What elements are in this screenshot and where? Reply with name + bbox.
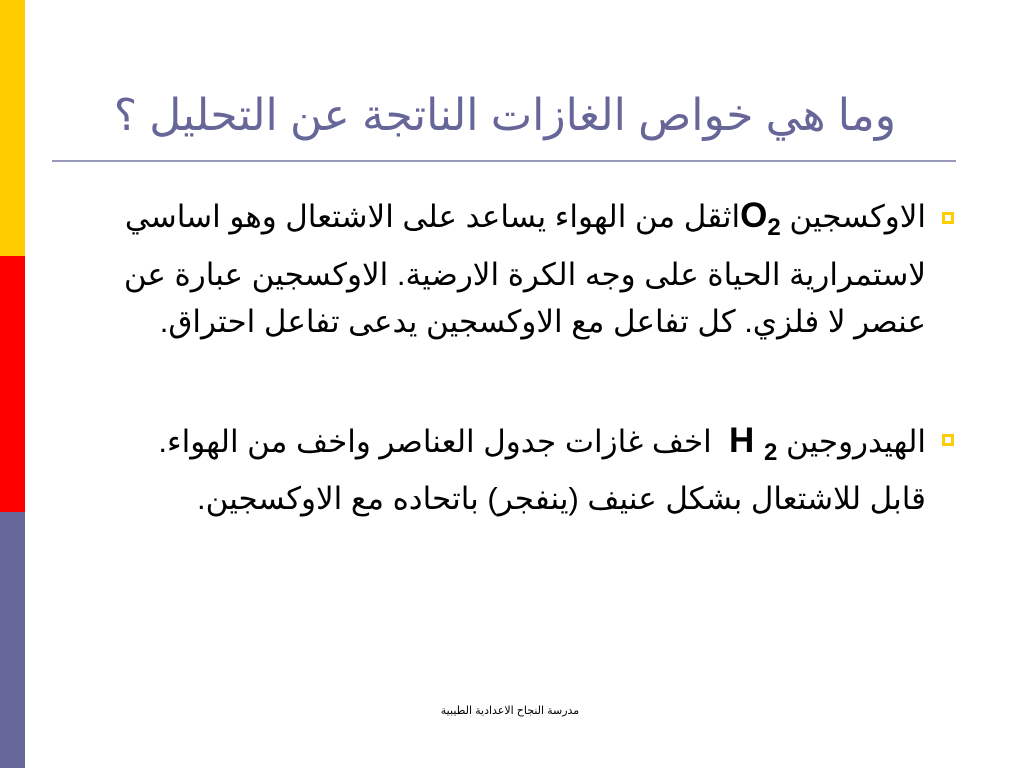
bullet-line [80, 418, 926, 476]
bullet-text: اثقل من الهواء يساعد على الاشتعال وهو اساسي [124, 199, 741, 234]
formula-element: H [728, 421, 755, 460]
bullet-text: الاوكسجين [789, 199, 926, 234]
bullet-text: الهيدروجين [785, 424, 926, 459]
formula-subscript: 2 [763, 439, 778, 466]
formula-subscript: 2 [767, 214, 781, 241]
bullet-oxygen [80, 192, 960, 345]
formula-element: O [740, 196, 768, 235]
slide-title: وما هي خواص الغازات الناتجة عن التحليل ؟ [113, 91, 896, 140]
hollow-square-bullet-icon [942, 434, 954, 446]
bullet-line: قابل للاشتعال بشكل عنيف (ينفجر) باتحاده مع الاوكسجين. [196, 481, 926, 516]
bullet-line: لاستمرارية الحياة على وجه الكرة الارضية. الاوكسجين عبارة عن [123, 257, 926, 292]
hollow-square-bullet-icon [942, 212, 954, 224]
slide-footer: مدرسة النجاح الاعدادية الطيبية [440, 705, 580, 717]
side-bar-slate [0, 512, 25, 768]
chemical-formula [729, 418, 777, 476]
side-bar-red [0, 256, 25, 512]
chemical-formula [740, 192, 781, 251]
bullet-text: اخف غازات جدول العناصر واخف من الهواء. [158, 424, 712, 459]
bullet-line [80, 192, 926, 251]
side-bar-yellow [0, 0, 25, 256]
title-divider [52, 160, 956, 162]
bullet-hydrogen [80, 418, 960, 522]
bullet-line: عنصر لا فلزي. كل تفاعل مع الاوكسجين يدعى تفاعل احتراق. [159, 304, 926, 339]
